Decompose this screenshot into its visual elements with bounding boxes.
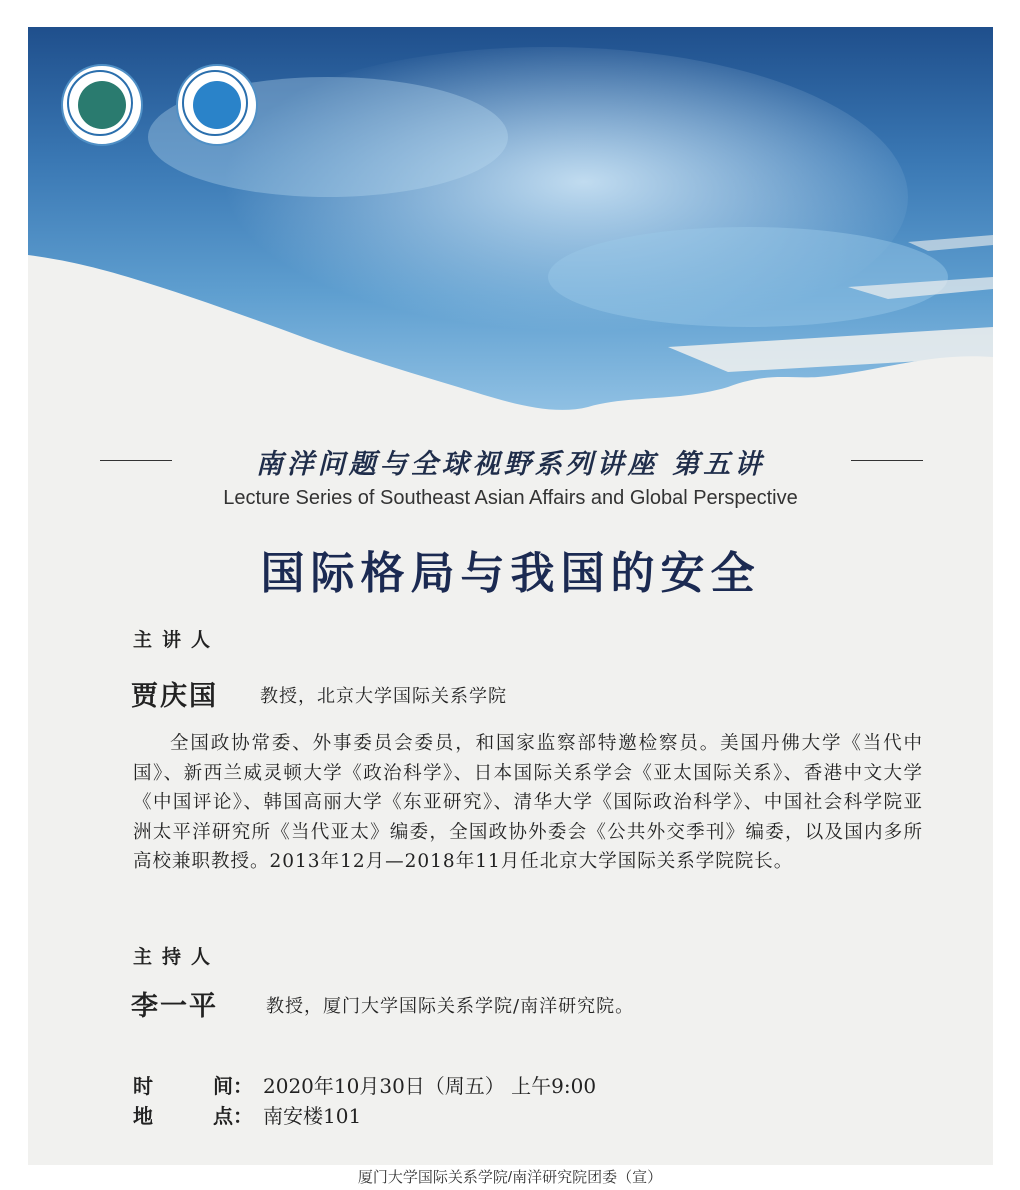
- footer-credit: 厦门大学国际关系学院/南洋研究院团委（宣）: [357, 1169, 663, 1186]
- event-place-value: 南安楼101: [263, 1104, 362, 1128]
- host-name: 李一平: [131, 991, 218, 1022]
- speaker-name: 贾庆国: [131, 681, 218, 712]
- research-school-southeast-asian-studies-logo: [176, 64, 258, 146]
- poster: [28, 27, 993, 1165]
- event-place-row: [133, 1100, 361, 1129]
- lecture-title: 国际格局与我国的安全: [260, 548, 761, 599]
- speaker-label: 主讲人: [133, 629, 221, 651]
- series-title-en: Lecture Series of Southeast Asian Affairs and Global Perspective: [223, 487, 798, 509]
- speaker-bio: 全国政协常委、外事委员会委员，和国家监察部特邀检察员。美国丹佛大学《当代中国》、新西兰威灵顿大学《政治科学》、日本国际关系学会《亚太国际关系》、香港中文大学《中国评论》、韩国高丽大学《东亚研究》、清华大学《国际政治科学》、中国社会科学院亚洲太平洋研究所《当代亚太》编委，全国政协外委会《公共外交季刊》编委，以及国内多所高校兼职教授。2013年12月—2018年11月任北京大学国际关系学院院长。: [133, 733, 923, 872]
- speaker-affiliation: 教授，北京大学国际关系学院: [260, 686, 507, 707]
- event-time-row: [133, 1070, 596, 1099]
- event-time-value: 2020年10月30日（周五） 上午9:00: [263, 1074, 597, 1098]
- series-title-cn: 南洋问题与全球视野系列讲座 第五讲: [255, 449, 766, 480]
- host-affiliation: 教授，厦门大学国际关系学院/南洋研究院。: [266, 996, 635, 1017]
- series-title-right-rule: [851, 460, 923, 461]
- school-of-international-relations-logo: [61, 64, 143, 146]
- host-label: 主持人: [133, 946, 221, 968]
- event-time-key: 时 间：: [133, 1074, 253, 1098]
- event-place-key: 地 点：: [133, 1104, 253, 1128]
- ink-wash-banner: [28, 27, 993, 447]
